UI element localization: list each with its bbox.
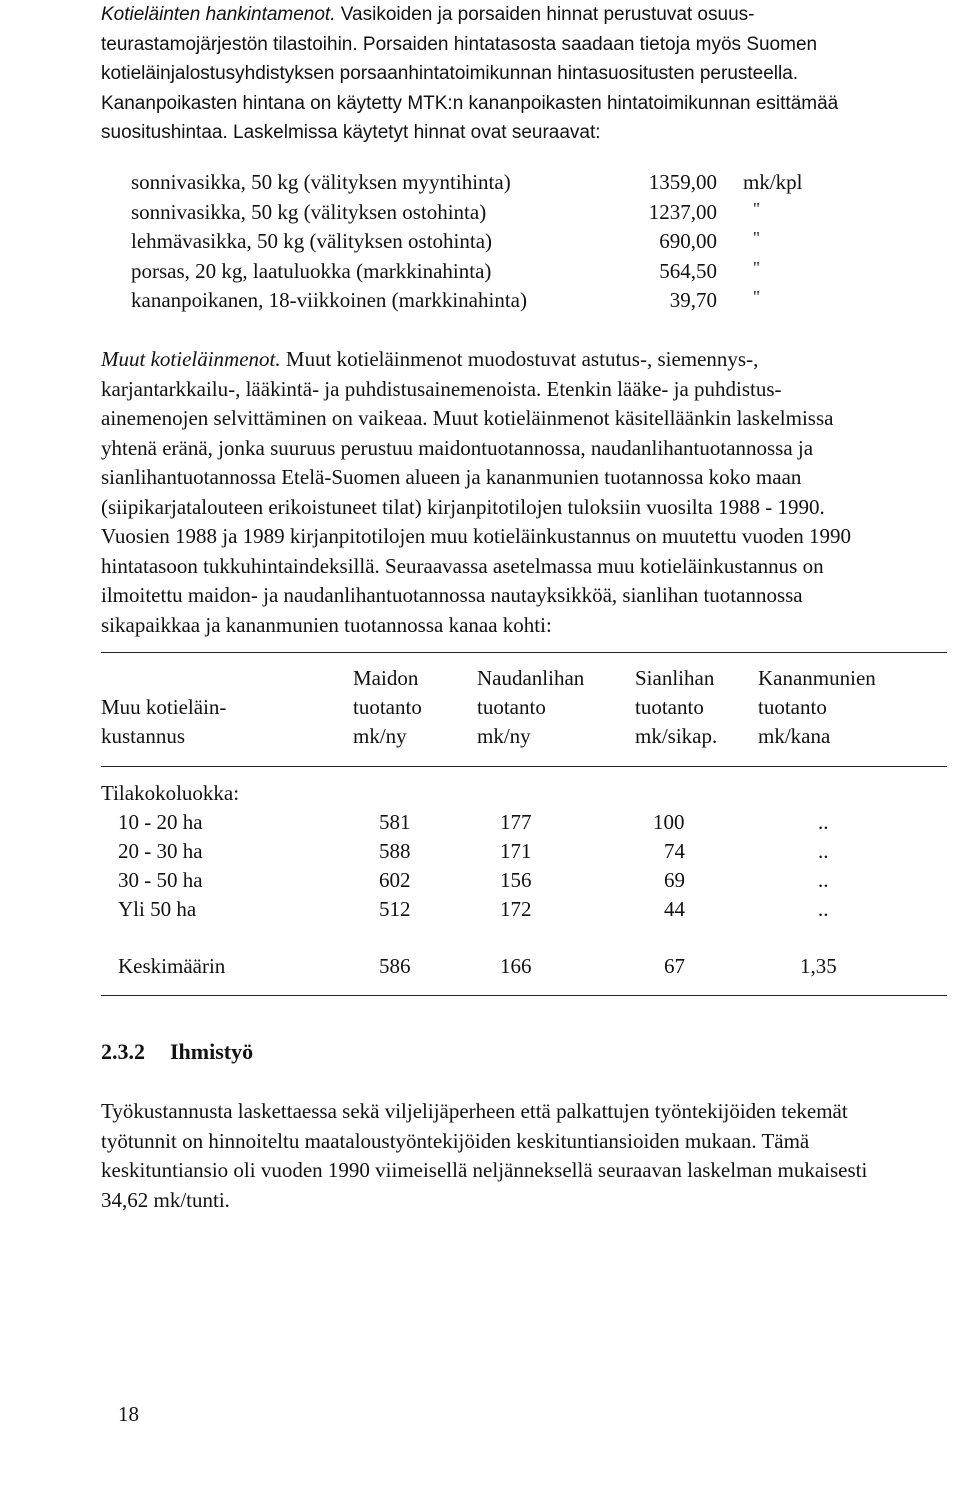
col-header: mk/ny <box>477 724 531 748</box>
price-label: sonnivasikka, 50 kg (välityksen myyntihinta) <box>131 170 511 194</box>
table-cell: 171 <box>500 839 532 863</box>
price-row <box>131 227 851 257</box>
price-row <box>131 168 851 198</box>
table-cell: 512 <box>379 897 411 921</box>
price-row <box>131 198 851 228</box>
page-number: 18 <box>118 1402 139 1426</box>
muut-line6: (siipikarjatalouteen erikoistuneet tilat) kirjanpitotilojen tuloksiin vuosilta 1988 - 1990. <box>101 494 825 519</box>
muut-paragraph <box>101 345 957 640</box>
muut-line7: Vuosien 1988 ja 1989 kirjanpitotilojen muu kotieläinkustannus on muutettu vuoden 1990 <box>101 524 851 548</box>
table-cell: 588 <box>379 839 411 863</box>
price-value: 690,00 <box>659 229 717 253</box>
ihmistyo-paragraph <box>101 1097 957 1215</box>
row-label: 30 - 50 ha <box>118 868 203 892</box>
group-label: Tilakokoluokka: <box>101 781 240 805</box>
price-label: lehmävasikka, 50 kg (välityksen ostohinta) <box>131 229 493 253</box>
table-cell: .. <box>818 897 829 921</box>
table-cell: 172 <box>500 897 532 921</box>
table-cell: 581 <box>379 810 411 834</box>
intro-paragraph <box>101 0 957 148</box>
ihmistyo-line4: 34,62 mk/tunti. <box>101 1187 230 1212</box>
muut-lead: Muut kotieläinmenot. <box>101 347 281 371</box>
muut-line10: sikapaikkaa ja kananmunien tuotannossa kanaa kohti: <box>101 612 552 637</box>
price-label: sonnivasikka, 50 kg (välityksen ostohinta) <box>131 199 487 224</box>
row-header: Muu kotieläin- <box>101 695 227 719</box>
col-header: tuotanto <box>477 695 546 719</box>
price-label: kananpoikanen, 18-viikkoinen (markkinahinta) <box>131 288 527 312</box>
section-title: Ihmistyö <box>170 1039 254 1064</box>
table-cell: 166 <box>500 954 532 978</box>
table-cell: .. <box>818 868 829 892</box>
muut-line4: yhtenä eränä, jonka suuruus perustuu maidontuotannossa, naudanlihantuotannossa ja <box>101 435 814 460</box>
ditto-mark: " <box>753 257 760 277</box>
table-cell: 602 <box>379 868 411 892</box>
row-label: Yli 50 ha <box>118 897 197 921</box>
ihmistyo-line2: työtunnit on hinnoiteltu maataloustyöntekijöiden keskituntiansioiden mukaan. Tämä <box>101 1128 810 1153</box>
intro-line5: suositushintaa. Laskelmissa käytetyt hinnat ovat seuraavat: <box>101 122 601 143</box>
muut-line2: karjantarkkailu-, lääkintä- ja puhdistusainemenoista. Etenkin lääke- ja puhdistus- <box>101 376 782 401</box>
table-cell: 177 <box>500 810 532 834</box>
intro-lead: Kotieläinten hankintamenot. <box>101 4 336 25</box>
price-list <box>131 168 851 316</box>
average-label: Keskimäärin <box>118 954 226 978</box>
table-cell: 100 <box>653 810 685 834</box>
intro-line3: kotieläinjalostusyhdistyksen porsaanhintatoimikunnan hintasuositusten perusteella. <box>101 63 799 84</box>
table-cell: 44 <box>664 897 685 921</box>
muut-line3: ainemenojen selvittäminen on vaikeaa. Muut kotieläinmenot käsitelläänkin laskelmissa <box>101 406 834 430</box>
col-header: Maidon <box>353 666 419 690</box>
table-header-rule <box>101 766 947 767</box>
muut-line1: Muut kotieläinmenot muodostuvat astutus-, siemennys-, <box>280 347 759 371</box>
price-label: porsas, 20 kg, laatuluokka (markkinahinta) <box>131 258 492 283</box>
table-cell: 74 <box>664 839 685 863</box>
col-header: Kananmunien <box>758 666 876 690</box>
muut-line8: hintatasoon tukkuhintaindeksillä. Seuraavassa asetelmassa muu kotieläinkustannus on <box>101 553 824 578</box>
price-row <box>131 257 851 287</box>
table-cell: .. <box>818 839 829 863</box>
table-cell: 67 <box>664 954 685 978</box>
table-cell: 69 <box>664 868 685 892</box>
table-top-rule <box>101 652 947 653</box>
col-header: tuotanto <box>758 695 827 719</box>
muut-line5: sianlihantuotannossa Etelä-Suomen alueen ja kananmunien tuotannossa koko maan <box>101 465 802 489</box>
intro-line4: Kananpoikasten hintana on käytetty MTK:n kananpoikasten hintatoimikunnan esittämää <box>101 92 839 114</box>
row-label: 20 - 30 ha <box>118 839 203 863</box>
ditto-mark: " <box>753 198 760 218</box>
table-bottom-rule <box>101 995 947 996</box>
col-header: tuotanto <box>353 695 422 719</box>
col-header: mk/ny <box>353 724 407 748</box>
col-header: mk/kana <box>758 724 831 748</box>
intro-line1: Vasikoiden ja porsaiden hinnat perustuvat osuus- <box>335 4 755 25</box>
ditto-mark: " <box>753 228 760 247</box>
price-value: 1359,00 <box>648 170 717 194</box>
muut-line9: ilmoitettu maidon- ja naudanlihantuotannossa nautayksikköä, sianlihan tuotannossa <box>101 583 803 607</box>
ihmistyo-line1: Työkustannusta laskettaessa sekä viljelijäperheen että palkattujen työntekijöiden tekemät <box>101 1099 848 1123</box>
row-header: kustannus <box>101 724 185 748</box>
ditto-mark: " <box>753 287 760 306</box>
row-label: 10 - 20 ha <box>118 810 203 834</box>
intro-line2: teurastamojärjestön tilastoihin. Porsaiden hintatasosta saadaan tietoja myös Suomen <box>101 33 818 55</box>
table-cell: 156 <box>500 868 532 892</box>
section-number: 2.3.2 <box>101 1039 145 1064</box>
col-header: mk/sikap. <box>635 724 718 748</box>
col-header: Naudanlihan <box>477 666 585 690</box>
table-cell: .. <box>818 810 829 834</box>
price-unit: mk/kpl <box>743 170 803 194</box>
table-cell: 1,35 <box>800 954 837 978</box>
section-heading <box>101 1039 253 1065</box>
price-value: 564,50 <box>659 258 717 283</box>
ihmistyo-line3: keskituntiansio oli vuoden 1990 viimeisellä neljänneksellä seuraavan laskelman mukaisesti <box>101 1158 868 1182</box>
col-header: Sianlihan <box>635 666 715 690</box>
price-value: 1237,00 <box>648 199 717 224</box>
price-value: 39,70 <box>669 288 717 312</box>
table-cell: 586 <box>379 954 411 978</box>
price-row <box>131 286 851 316</box>
col-header: tuotanto <box>635 695 704 719</box>
